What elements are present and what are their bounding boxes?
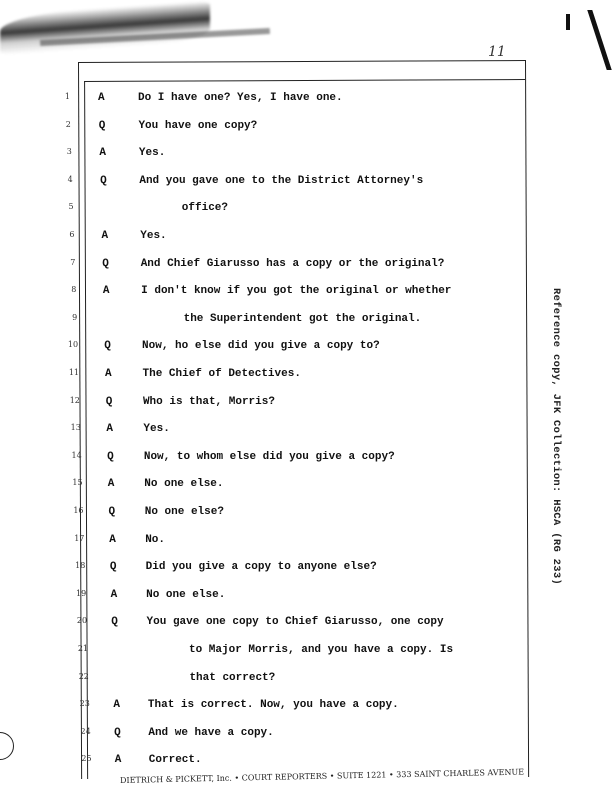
frame-top-line xyxy=(84,79,525,82)
transcript-line xyxy=(0,394,600,414)
speaker-label: A xyxy=(105,368,112,380)
line-number: 2 xyxy=(65,119,71,129)
transcript-line xyxy=(0,145,600,165)
speaker-label: A xyxy=(107,478,115,491)
speaker-label: A xyxy=(114,754,122,767)
line-number: 14 xyxy=(71,450,82,460)
transcript-line xyxy=(0,228,600,248)
line-number: 17 xyxy=(74,533,85,543)
speaker-label: Q xyxy=(107,450,114,463)
line-text: You gave one copy to Chief Giarusso, one copy xyxy=(146,616,444,629)
line-number: 9 xyxy=(72,312,78,322)
speaker-label: Q xyxy=(100,174,107,187)
line-number: 24 xyxy=(80,726,91,736)
speaker-label: A xyxy=(113,699,120,712)
speaker-label: A xyxy=(99,147,106,160)
speaker-label: A xyxy=(106,423,113,436)
speaker-label: A xyxy=(109,533,116,546)
line-text: Do I have one? Yes, I have one. xyxy=(138,92,343,104)
transcript-line xyxy=(0,504,600,524)
speaker-label: Q xyxy=(98,119,106,132)
line-number: 20 xyxy=(76,616,88,626)
transcript-line xyxy=(0,283,600,303)
transcript-line xyxy=(0,587,600,607)
transcript-line xyxy=(0,256,600,276)
line-text: Who is that, Morris? xyxy=(142,395,275,408)
scan-smudge xyxy=(0,1,210,56)
speaker-label: A xyxy=(110,588,118,601)
line-text: The Chief of Detectives. xyxy=(142,368,301,380)
line-number: 21 xyxy=(77,644,88,653)
speaker-label: Q xyxy=(108,506,116,518)
page-number: 11 xyxy=(488,44,506,60)
line-number: 12 xyxy=(69,395,80,405)
line-text: Did you give a copy to anyone else? xyxy=(145,561,377,574)
transcript-line xyxy=(0,532,600,552)
line-text: No one else. xyxy=(144,478,224,491)
line-number: 19 xyxy=(76,588,87,598)
line-number: 6 xyxy=(69,230,75,239)
transcript-line xyxy=(0,725,600,745)
transcript-line xyxy=(0,173,600,193)
speaker-label: Q xyxy=(102,257,109,270)
line-number: 5 xyxy=(68,202,74,212)
speaker-label: Q xyxy=(105,395,113,408)
line-number: 23 xyxy=(79,699,90,709)
line-number: 10 xyxy=(67,340,79,350)
line-number: 25 xyxy=(81,754,92,764)
transcript-line xyxy=(0,366,600,386)
speaker-label: A xyxy=(98,92,105,104)
line-number: 16 xyxy=(73,506,84,515)
speaker-label: Q xyxy=(109,561,117,574)
transcript-line xyxy=(0,338,600,358)
speaker-label: Q xyxy=(114,726,121,739)
line-text: to Major Morris, and you have a copy. Is xyxy=(189,644,454,656)
speaker-label: A xyxy=(102,285,110,298)
line-text: You have one copy? xyxy=(138,119,258,132)
line-text: Correct. xyxy=(148,754,202,767)
line-number: 3 xyxy=(66,147,72,157)
transcript-line xyxy=(0,421,600,441)
line-number: 15 xyxy=(72,478,83,488)
speaker-label: A xyxy=(101,230,109,242)
transcript-line xyxy=(0,697,600,717)
line-text: Now, to whom else did you give a copy? xyxy=(143,450,395,463)
line-text: Now, ho else did you give a copy to? xyxy=(142,340,380,353)
line-text: Yes. xyxy=(138,147,166,160)
transcript-line xyxy=(0,614,600,634)
line-number: 1 xyxy=(64,92,70,101)
line-text: Yes. xyxy=(140,230,167,242)
transcript-line xyxy=(0,559,600,579)
transcript-line xyxy=(0,118,600,138)
line-text: I don't know if you got the original or whether xyxy=(141,285,452,298)
line-text: office? xyxy=(181,202,229,215)
transcript-line xyxy=(0,90,600,110)
line-text: the Superintendent got the original. xyxy=(183,312,422,325)
reference-side-note: Reference copy, JFK Collection: HSCA (RG 233) xyxy=(550,288,562,586)
line-number: 7 xyxy=(70,257,76,267)
court-reporter-footer: DIETRICH & PICKETT, Inc. • COURT REPORTERS • SUITE 1221 • 333 SAINT CHARLES AVENUE xyxy=(120,767,525,785)
line-number: 18 xyxy=(75,561,86,571)
line-text: And you gave one to the District Attorney's xyxy=(139,174,424,187)
line-text: That is correct. Now, you have a copy. xyxy=(147,699,399,712)
transcript-line xyxy=(0,670,600,690)
line-text: And Chief Giarusso has a copy or the original? xyxy=(140,257,445,270)
line-text: No one else. xyxy=(146,588,226,601)
line-text: No. xyxy=(145,533,165,546)
transcript-line xyxy=(0,311,600,331)
speaker-label: Q xyxy=(104,340,111,353)
line-text: No one else? xyxy=(144,506,224,518)
transcript-line xyxy=(0,200,600,220)
line-number: 13 xyxy=(70,423,81,433)
line-number: 8 xyxy=(71,285,77,295)
transcript-line xyxy=(0,476,600,496)
line-number: 22 xyxy=(78,671,89,681)
speaker-label: Q xyxy=(111,616,118,629)
transcript-line xyxy=(0,642,600,662)
line-text: that correct? xyxy=(189,671,276,684)
scan-corner-dot xyxy=(566,14,570,30)
line-number: 11 xyxy=(68,368,79,377)
transcript-line xyxy=(0,449,600,469)
line-text: And we have a copy. xyxy=(148,726,274,739)
line-number: 4 xyxy=(67,174,73,184)
line-text: Yes. xyxy=(143,423,170,436)
